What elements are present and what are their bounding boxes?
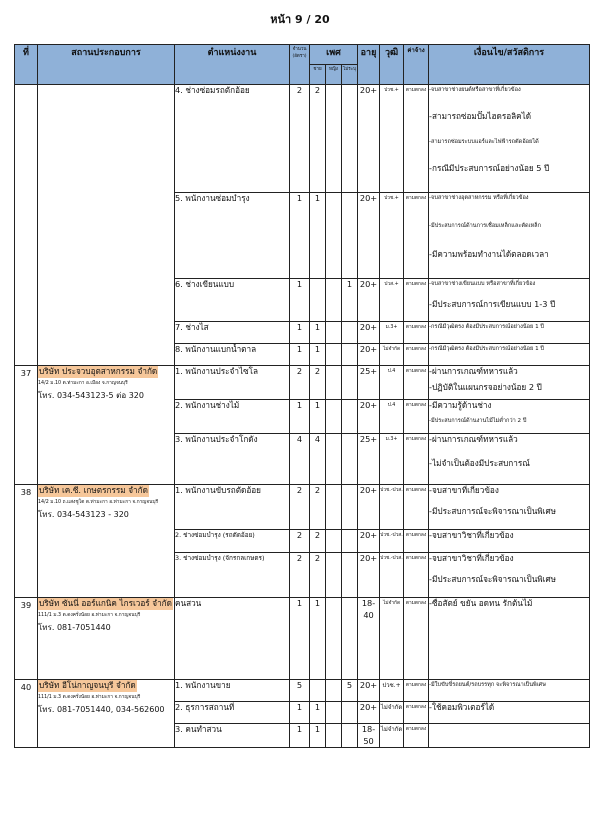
condition-item: -มีใบขับขี่รถยนต์/รถบรรทุก จะพิจารณาเป็นพิเศษ [429, 682, 546, 688]
count-cell: 1 [290, 193, 310, 279]
any-cell [342, 344, 358, 366]
any-cell [342, 598, 358, 680]
condition-item: -กรณีมีประสบการณ์อย่างน้อย 5 ปี [429, 163, 550, 173]
table-row [15, 366, 590, 400]
header-gender: เพศ [310, 45, 358, 65]
count-cell: 1 [290, 279, 310, 322]
conditions-cell [429, 366, 590, 400]
condition-item: -กรณีมีวุฒิตรง ต้องมีประสบการณ์อย่างน้อย 1 ปี [429, 346, 544, 352]
count-cell: 1 [290, 598, 310, 680]
education-cell: ปวช.-ปวส. [380, 530, 404, 553]
position-cell: 1. พนักงานขับรถตัดอ้อย [175, 485, 290, 530]
position-cell: 8. พนักงานแบกน้ำตาล [175, 344, 290, 366]
wage-cell: ตามตกลง [404, 400, 429, 434]
count-cell: 2 [290, 485, 310, 530]
position-cell: 2. ช่างซ่อมบำรุง (รถตัดอ้อย) [175, 530, 290, 553]
company-name-highlight: บริษัท อีโน่กาญจนบุรี จำกัด [39, 680, 136, 690]
male-cell: 2 [310, 485, 326, 530]
condition-item: -สามารถซ่อมระบบแอร์และไฟฟ้ารถตัดอ้อยได้ [429, 139, 539, 145]
age-cell: 20+ [358, 400, 380, 434]
conditions-cell [429, 530, 590, 553]
female-cell [326, 85, 342, 193]
female-cell [326, 724, 342, 748]
male-cell: 2 [310, 366, 326, 400]
position-cell: 2. ธุรการสถานที่ [175, 702, 290, 724]
education-cell: ไม่จำกัด [380, 344, 404, 366]
company-phone: โทร. 034-543123-5 ต่อ 320 [38, 390, 144, 400]
female-cell [326, 680, 342, 702]
male-cell: 2 [310, 553, 326, 598]
wage-cell: ตามตกลง [404, 344, 429, 366]
page-title: หน้า 9 / 20 [270, 13, 330, 26]
education-cell: ไม่จำกัด [380, 724, 404, 748]
condition-item: -มีความรู้ด้านช่าง [429, 400, 492, 410]
education-cell: ปวช.+ [380, 193, 404, 279]
conditions-cell [429, 400, 590, 434]
condition-item: -จบสาขาวิชาที่เกี่ยวข้อง [429, 553, 514, 563]
age-cell: 25+ [358, 434, 380, 485]
female-cell [326, 598, 342, 680]
condition-item: -ใช้คอมพิวเตอร์ได้ [429, 702, 495, 712]
condition-item: -ผ่านการเกณฑ์ทหารแล้ว [429, 434, 518, 444]
conditions-cell [429, 344, 590, 366]
conditions-cell [429, 598, 590, 680]
header-position: ตำแหน่งงาน [175, 45, 290, 85]
any-cell [342, 553, 358, 598]
age-cell: 18-40 [358, 598, 380, 680]
conditions-cell [429, 724, 590, 748]
wage-cell: ตามตกลง [404, 322, 429, 344]
entry-number: 38 [15, 485, 38, 598]
position-cell: คนสวน [175, 598, 290, 680]
count-cell: 2 [290, 366, 310, 400]
male-cell: 2 [310, 85, 326, 193]
conditions-cell [429, 553, 590, 598]
position-cell: 6. ช่างเขียนแบบ [175, 279, 290, 322]
any-cell [342, 724, 358, 748]
wage-cell: ตามตกลง [404, 279, 429, 322]
any-cell [342, 485, 358, 530]
company-phone: โทร. 081-7051440 [38, 622, 111, 632]
company-name [38, 680, 174, 692]
education-cell: ไม่จำกัด [380, 598, 404, 680]
female-cell [326, 530, 342, 553]
wage-cell: ตามตกลง [404, 434, 429, 485]
header-count: จำนวน (อัตรา) [290, 45, 310, 85]
age-cell: 20+ [358, 702, 380, 724]
company-cell [38, 85, 175, 366]
female-cell [326, 702, 342, 724]
condition-item: -มีประสบการณ์จะพิจารณาเป็นพิเศษ [429, 574, 557, 584]
wage-cell: ตามตกลง [404, 680, 429, 702]
condition-item: -กรณีมีวุฒิตรง ต้องมีประสบการณ์อย่างน้อย 1 ปี [429, 324, 544, 330]
count-cell: 2 [290, 530, 310, 553]
company-phone: โทร. 081-7051440, 034-562600 [38, 704, 165, 714]
education-cell: ปวช.-ปวส. [380, 485, 404, 530]
company-cell [38, 680, 175, 748]
company-address: 111/1 ม.3 ต.ดงครั่งน้อย อ.ท่ามะกา จ.กาญจนบุรี [38, 612, 141, 618]
condition-item: -มีประสบการณ์ด้านการเชื่อมเหล็กและตัดเหล็ก [429, 223, 541, 229]
position-cell: 3. พนักงานประจำโกดัง [175, 434, 290, 485]
condition-item: -จบสาขาช่างยนต์หรือสาขาที่เกี่ยวข้อง [429, 87, 521, 93]
wage-cell: ตามตกลง [404, 193, 429, 279]
age-cell: 25+ [358, 366, 380, 400]
count-cell: 2 [290, 85, 310, 193]
header-female: หญิง [326, 65, 342, 85]
position-cell: 2. พนักงานช่างไม้ [175, 400, 290, 434]
condition-item: -ซื่อสัตย์ ขยัน อดทน รักต้นไม้ [429, 598, 533, 608]
wage-cell: ตามตกลง [404, 598, 429, 680]
any-cell [342, 193, 358, 279]
age-cell: 18-50 [358, 724, 380, 748]
wage-cell: ตามตกลง [404, 724, 429, 748]
age-cell: 20+ [358, 530, 380, 553]
position-cell: 3. คนทำสวน [175, 724, 290, 748]
age-cell: 20+ [358, 553, 380, 598]
wage-cell: ตามตกลง [404, 530, 429, 553]
age-cell: 20+ [358, 322, 380, 344]
header-no: ที่ [15, 45, 38, 85]
female-cell [326, 485, 342, 530]
any-cell [342, 434, 358, 485]
conditions-cell [429, 434, 590, 485]
entry-number: 39 [15, 598, 38, 680]
any-cell [342, 85, 358, 193]
age-cell: 20+ [358, 279, 380, 322]
any-cell [342, 366, 358, 400]
header-age: อายุ [358, 45, 380, 85]
any-cell [342, 702, 358, 724]
education-cell: ไม่จำกัด [380, 702, 404, 724]
male-cell: 1 [310, 322, 326, 344]
company-name [38, 485, 174, 497]
company-name-highlight: บริษัท ประจวบอุตสาหกรรม จำกัด [39, 366, 158, 376]
conditions-cell [429, 702, 590, 724]
company-name [38, 366, 174, 378]
any-cell [342, 400, 358, 434]
position-cell: 4. ช่างซ่อมรถตักอ้อย [175, 85, 290, 193]
conditions-cell [429, 322, 590, 344]
education-cell: ปวช.-ปวส. [380, 553, 404, 598]
education-cell: ม.3+ [380, 434, 404, 485]
female-cell [326, 400, 342, 434]
age-cell: 20+ [358, 485, 380, 530]
table-row [15, 680, 590, 702]
header-edu: วุฒิ [380, 45, 404, 85]
position-cell: 7. ช่างไส [175, 322, 290, 344]
table-row [15, 85, 590, 193]
wage-cell: ตามตกลง [404, 553, 429, 598]
male-cell: 1 [310, 598, 326, 680]
conditions-cell [429, 680, 590, 702]
education-cell: ปวช.+ [380, 85, 404, 193]
condition-item: -มีประสบการณ์จะพิจารณาเป็นพิเศษ [429, 506, 557, 516]
female-cell [326, 193, 342, 279]
condition-item: -ผ่านการเกณฑ์ทหารแล้ว [429, 366, 518, 376]
condition-item: -จบสาขาวิชาที่เกี่ยวข้อง [429, 530, 514, 540]
position-cell: 1. พนักงานประจำไซโล [175, 366, 290, 400]
condition-item: -ปฏิบัติในแผนกรจอย่างน้อย 2 ปี [429, 382, 542, 392]
male-cell [310, 279, 326, 322]
wage-cell: ตามตกลง [404, 485, 429, 530]
company-address: 14/2 ม.10 ถ.แสงชูโต ต.ท่ามะกา อ.ท่ามะกา จ.กาญจนบุรี [38, 499, 159, 505]
wage-cell: ตามตกลง [404, 702, 429, 724]
header-company: สถานประกอบการ [38, 45, 175, 85]
header-conditions: เงื่อนไข/สวัสดิการ [429, 45, 590, 85]
female-cell [326, 344, 342, 366]
position-cell: 1. พนักงานขาย [175, 680, 290, 702]
count-cell: 1 [290, 702, 310, 724]
company-name-highlight: บริษัท ซันนี่ ออร์แกนิค ไกรเวอร์ จำกัด [39, 598, 172, 608]
conditions-cell [429, 485, 590, 530]
condition-item: -ไม่จำเป็นต้องมีประสบการณ์ [429, 458, 530, 468]
male-cell: 1 [310, 344, 326, 366]
count-cell: 1 [290, 322, 310, 344]
condition-item: -มีประสบการณ์การเขียนแบบ 1-3 ปี [429, 299, 556, 309]
education-cell: ม.3+ [380, 322, 404, 344]
wage-cell: ตามตกลง [404, 366, 429, 400]
entry-number: 40 [15, 680, 38, 748]
table-row [15, 485, 590, 530]
age-cell: 20+ [358, 680, 380, 702]
any-cell [342, 530, 358, 553]
education-cell: ปวช.+ [380, 680, 404, 702]
education-cell: ป.4 [380, 400, 404, 434]
company-address: 111/1 ม.3 ต.ดงครั่งน้อย อ.ท่ามะกา จ.กาญจนบุรี [38, 694, 141, 700]
job-table [14, 44, 590, 748]
any-cell: 5 [342, 680, 358, 702]
condition-item: -มีประสบการณ์ด้านงานไม้ไม่ต่ำกว่า 2 ปี [429, 418, 527, 424]
count-cell: 2 [290, 553, 310, 598]
count-cell: 1 [290, 724, 310, 748]
male-cell: 4 [310, 434, 326, 485]
age-cell: 20+ [358, 85, 380, 193]
entry-number [15, 85, 38, 366]
position-cell: 5. พนักงานซ่อมบำรุง [175, 193, 290, 279]
female-cell [326, 553, 342, 598]
education-cell: ปวส.+ [380, 279, 404, 322]
company-name [38, 598, 174, 610]
wage-cell: ตามตกลง [404, 85, 429, 193]
position-cell: 3. ช่างซ่อมบำรุง (จักรกลเกษตร) [175, 553, 290, 598]
age-cell: 20+ [358, 193, 380, 279]
male-cell: 2 [310, 530, 326, 553]
table-row [15, 598, 590, 680]
male-cell: 1 [310, 724, 326, 748]
male-cell: 1 [310, 193, 326, 279]
condition-item: -จบสาขาที่เกี่ยวข้อง [429, 485, 499, 495]
conditions-cell [429, 193, 590, 279]
count-cell: 5 [290, 680, 310, 702]
count-cell: 1 [290, 344, 310, 366]
count-cell: 1 [290, 400, 310, 434]
male-cell: 1 [310, 702, 326, 724]
condition-item: -จบสาขาช่างเขียนแบบ หรือสาขาที่เกี่ยวข้อง [429, 281, 536, 287]
conditions-cell [429, 85, 590, 193]
company-cell [38, 485, 175, 598]
any-cell: 1 [342, 279, 358, 322]
condition-item: -มีความพร้อมทำงานได้ตลอดเวลา [429, 249, 549, 259]
male-cell [310, 680, 326, 702]
company-address: 14/2 ม.10 ต.ท่ามะกา อ.เมือง จ.กาญจนบุรี [38, 380, 128, 386]
company-name-highlight: บริษัท เค.ซี. เกษตรกรรม จำกัด [39, 485, 148, 495]
header-male: ชาย [310, 65, 326, 85]
education-cell: ป.4 [380, 366, 404, 400]
condition-item: -จบสาขาช่างอุตสาหกรรม หรือที่เกี่ยวข้อง [429, 195, 529, 201]
male-cell: 1 [310, 400, 326, 434]
header-any: ไม่ระบุ [342, 65, 358, 85]
entry-number: 37 [15, 366, 38, 485]
condition-item: -สามารถซ่อมปั๊มไฮดรอลิคได้ [429, 111, 532, 121]
female-cell [326, 322, 342, 344]
female-cell [326, 279, 342, 322]
conditions-cell [429, 279, 590, 322]
age-cell: 20+ [358, 344, 380, 366]
count-cell: 4 [290, 434, 310, 485]
company-cell [38, 366, 175, 485]
any-cell [342, 322, 358, 344]
company-phone: โทร. 034-543123 - 320 [38, 509, 129, 519]
female-cell [326, 366, 342, 400]
header-wage: ค่าจ้าง [404, 45, 429, 85]
female-cell [326, 434, 342, 485]
company-cell [38, 598, 175, 680]
